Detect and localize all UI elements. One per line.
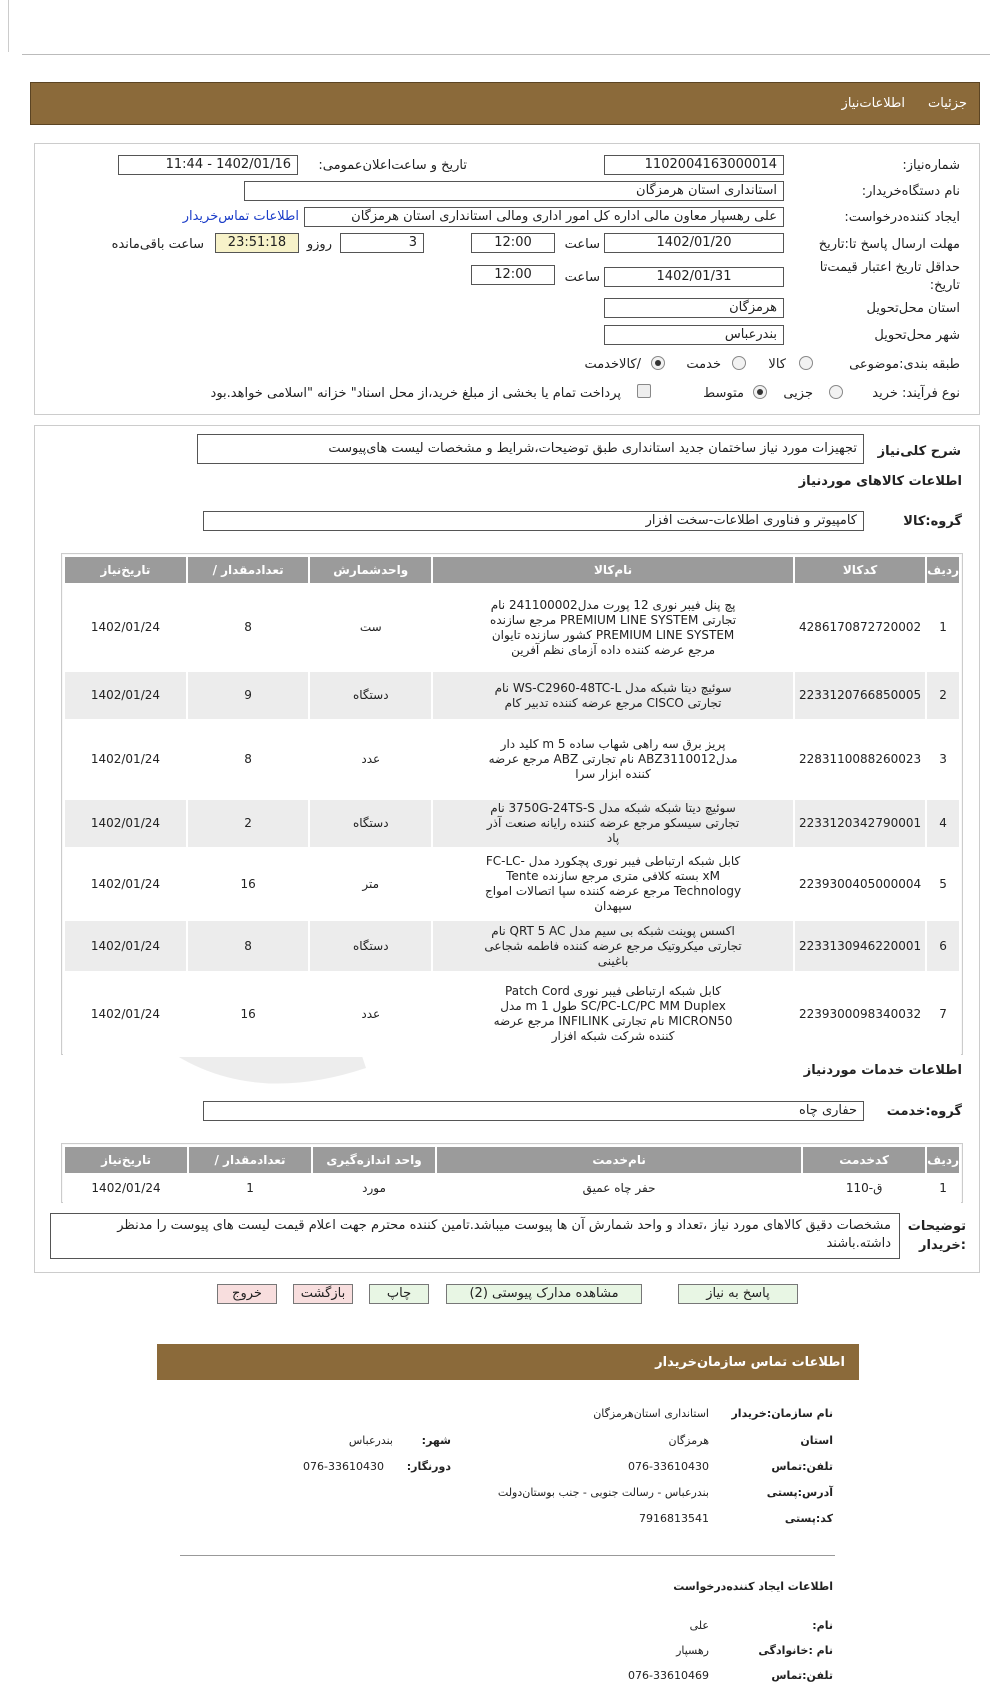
top-divider [22, 54, 990, 55]
row-number: 1 [926, 1174, 960, 1202]
reply-time-field: 12:00 [471, 233, 555, 253]
contact-fax-value: 076-33610430 [303, 1460, 384, 1473]
attachments-button[interactable]: مشاهده مدارک پیوستی (2) [446, 1284, 642, 1304]
goods-code: 2283110088260023 [794, 720, 926, 799]
service-date: 1402/01/24 [64, 1174, 188, 1202]
contact-org-label: نام سازمان:خریدار [731, 1407, 833, 1420]
goods-qty: 8 [187, 720, 309, 799]
contact-phone-value: 076-33610430 [628, 1460, 709, 1473]
summary-label: شرح کلی‌نیاز [877, 444, 961, 459]
goods-group-label: گروه:کالا [903, 514, 962, 529]
row-number: 6 [926, 920, 960, 972]
creator-phone-value: 076-33610469 [628, 1669, 709, 1682]
reply-hour-label: ساعت [564, 237, 600, 252]
goods-unit: ست [309, 584, 432, 671]
svc-col-qty-header: تعدادمقدار / [188, 1146, 312, 1174]
creator-info-title: اطلاعات ایجاد کننده‌درخواست [673, 1580, 833, 1593]
goods-unit: عدد [309, 972, 432, 1056]
table-row [64, 671, 960, 720]
service-name: حفر چاه عمیق [436, 1174, 802, 1202]
goods-code: 4286170872720002 [794, 584, 926, 671]
category-goods-text: کالا [768, 357, 786, 372]
header-bar [30, 82, 980, 125]
row-number: 4 [926, 799, 960, 848]
contact-address-value: بندرعباس - رسالت جنوبی - جنب بوستان‌دولت [497, 1486, 709, 1499]
goods-unit: متر [309, 848, 432, 920]
table-row [64, 848, 960, 920]
need-number-label: شماره‌نیاز: [902, 158, 960, 173]
goods-name: اکسس پوینت شبکه بی سیم مدل QRT 5 AC نام تجارتی میکروتیک مرجع عرضه کننده فاطمه شجاعی باغینی [432, 920, 794, 972]
creator-phone-label: تلفن:تماس [771, 1669, 833, 1682]
table-row [64, 584, 960, 671]
service-group-field: حفاری چاه [203, 1101, 864, 1121]
row-number: 7 [926, 972, 960, 1056]
goods-date: 1402/01/24 [64, 799, 187, 848]
goods-date: 1402/01/24 [64, 720, 187, 799]
process-label: نوع فرآیند: خرید [872, 386, 960, 401]
service-group-label: گروه:خدمت [886, 1104, 962, 1119]
svc-col-date-header: تاریخ‌نیاز [64, 1146, 188, 1174]
remaining-label: ساعت باقی‌مانده [111, 237, 204, 252]
contact-province-value: هرمزگان [668, 1434, 709, 1447]
table-row [64, 920, 960, 972]
goods-unit: دستگاه [309, 920, 432, 972]
category-label: طبقه بندی:موضوعی [849, 357, 960, 372]
goods-name: کابل شبکه ارتباطی فیبر نوری Patch Cord SC/PC-LC/PC MM Duplex طول 1 m مدل MICRON50 نام تجارتی INFILINK مرجع عرضه کننده شرکت شبکه افزار [432, 972, 794, 1056]
creator-family-value: رهسپار [676, 1644, 709, 1657]
treasury-payment-checkbox[interactable] [637, 384, 651, 398]
contact-city-value: بندرعباس [348, 1434, 393, 1447]
goods-code: 2233120342790001 [794, 799, 926, 848]
announce-label: تاریخ و ساعت‌اعلان‌عمومی: [318, 158, 467, 173]
buyer-notes-label-2: :خریدار [919, 1238, 966, 1253]
validity-hour-label: ساعت [564, 270, 600, 285]
category-goods-service-text: /کالاخدمت [584, 357, 641, 372]
goods-name: سوئیچ دیتا شبکه شبکه مدل 3750G-24TS-S نام تجارتی سیسکو مرجع عرضه کننده رایانه صنعت آذر پاد [432, 799, 794, 848]
validity-label-2: تاریخ: [929, 278, 960, 293]
creator-label: ایجاد کننده‌درخواست: [844, 210, 960, 225]
validity-label: حداقل تاریخ اعتبار قیمت‌تا [819, 260, 960, 275]
col-code-header: کدکالا [794, 556, 926, 584]
exit-button[interactable]: خروج [217, 1284, 277, 1304]
services-info-title: اطلاعات خدمات موردنیاز [803, 1063, 962, 1078]
process-partial-radio[interactable] [829, 385, 843, 399]
service-qty: 1 [188, 1174, 312, 1202]
table-row [64, 972, 960, 1056]
col-name-header: نام‌کالا [432, 556, 794, 584]
services-table-header-row [64, 1146, 960, 1174]
reply-deadline-label: مهلت ارسال ‌پاسخ تا‌:تاریخ [818, 237, 960, 252]
col-qty-header: تعدادمقدار / [187, 556, 309, 584]
contact-divider [180, 1555, 835, 1556]
svc-col-row-header: ردیف [926, 1146, 960, 1174]
contact-province-label: استان [800, 1434, 833, 1447]
treasury-payment-text: پرداخت تمام یا بخشی از مبلغ خرید،از محل اسناد" خزانه "اسلامی خواهد.بود [210, 386, 621, 401]
buyer-contact-link[interactable]: اطلاعات تماس‌خریدار [182, 209, 299, 224]
contact-header-bar [157, 1344, 859, 1380]
table-row [64, 799, 960, 848]
category-service-radio[interactable] [732, 356, 746, 370]
creator-name-label: نام: [812, 1619, 833, 1632]
table-row [64, 720, 960, 799]
row-number: 5 [926, 848, 960, 920]
back-button[interactable]: بازگشت [293, 1284, 353, 1304]
category-service-text: خدمت [686, 357, 721, 372]
creator-family-label: نام :خانوادگی [758, 1644, 833, 1657]
goods-date: 1402/01/24 [64, 584, 187, 671]
col-row-header: ردیف [926, 556, 960, 584]
goods-date: 1402/01/24 [64, 671, 187, 720]
svc-col-unit-header: واحد اندازه‌گیری [312, 1146, 436, 1174]
row-number: 2 [926, 671, 960, 720]
col-date-header: تاریخ‌نیاز [64, 556, 187, 584]
goods-code: 2233130946220001 [794, 920, 926, 972]
goods-name: کابل شبکه ارتباطی فیبر نوری پچکورد مدل FC-LC-xM بسته کلافی متری مرجع سازنده Tente Technology مرجع عرضه کننده سپا اتصالات امواج سپهدان [432, 848, 794, 920]
buyer-notes-label: توضیحات [907, 1219, 966, 1234]
contact-postal-value: 7916813541 [639, 1512, 709, 1525]
goods-qty: 16 [187, 848, 309, 920]
contact-org-value: استانداری استان‌هرمزگان [593, 1407, 709, 1420]
table-row [64, 1174, 960, 1202]
category-goods-radio[interactable] [799, 356, 813, 370]
contact-address-label: آدرس:پستی [766, 1486, 833, 1499]
creator-field: علی رهسپار معاون مالی اداره کل امور اداری ومالی استانداری استان هرمزگان [304, 207, 784, 227]
goods-qty: 8 [187, 584, 309, 671]
service-code: ق-110 [802, 1174, 926, 1202]
goods-date: 1402/01/24 [64, 920, 187, 972]
buyer-notes-field: مشخصات دقیق کالاهای مورد نیاز ،تعداد و واحد شمارش آن ها پیوست میباشد.تامین کننده محترم جهت اعلام قیمت لیست های پیوست را مدنظر داشته.باشند [50, 1213, 900, 1259]
goods-unit: دستگاه [309, 671, 432, 720]
goods-info-title: اطلاعات کالاهای موردنیاز [798, 474, 962, 489]
goods-group-field: کامپیوتر و فناوری اطلاعات-سخت افزار [203, 511, 864, 531]
goods-date: 1402/01/24 [64, 972, 187, 1056]
days-label: روزو [306, 237, 332, 252]
summary-field: تجهیزات مورد نیاز ساختمان جدید استانداری طبق توضیحات،شرایط و مشخصات لیست های‌پیوست [197, 434, 864, 464]
city-label: شهر محل‌تحویل [874, 328, 960, 343]
buyer-org-label: نام دستگاه‌خریدار: [861, 184, 960, 199]
reply-date-field: 1402/01/20 [604, 233, 784, 253]
process-medium-text: متوسط [703, 386, 744, 401]
province-label: استان محل‌تحویل [866, 301, 960, 316]
col-unit-header: واحدشمارش [309, 556, 432, 584]
contact-title: اطلاعات تماس سازمان‌خریدار [655, 1355, 845, 1370]
goods-table-header-row [64, 556, 960, 584]
row-number: 1 [926, 584, 960, 671]
countdown-timer: 23:51:18 [215, 233, 299, 253]
goods-name: سوئیچ دیتا شبکه مدل WS-C2960-48TC-L نام تجارتی CISCO مرجع عرضه کننده تدبیر کام [432, 671, 794, 720]
contact-postal-label: کد:پستی [784, 1512, 833, 1525]
goods-code: 2239300405000004 [794, 848, 926, 920]
goods-qty: 8 [187, 920, 309, 972]
goods-date: 1402/01/24 [64, 848, 187, 920]
service-unit: مورد [312, 1174, 436, 1202]
row-number: 3 [926, 720, 960, 799]
city-field: بندرعباس [604, 325, 784, 345]
goods-unit: دستگاه [309, 799, 432, 848]
creator-name-value: علی [689, 1619, 709, 1632]
goods-qty: 9 [187, 671, 309, 720]
need-number-field: 1102004163000014 [604, 155, 784, 175]
tab-need-info[interactable]: اطلاعات‌نیاز [841, 96, 905, 111]
validity-date-field: 1402/01/31 [604, 267, 784, 287]
validity-time-field: 12:00 [471, 265, 555, 285]
category-goods-service-radio[interactable] [651, 356, 665, 370]
goods-unit: عدد [309, 720, 432, 799]
process-partial-text: جزیی [783, 386, 813, 401]
goods-name: پچ پنل فیبر نوری 12 پورت مدل241100002 نام تجارتی PREMIUM LINE SYSTEM مرجع سازنده PREMIUM LINE SYSTEM کشور سازنده تایوان مرجع عرضه کننده داده آزمای نظم آفرین [432, 584, 794, 671]
services-table [63, 1145, 961, 1203]
page-edge-line [8, 0, 9, 52]
buyer-org-field: استانداری استان هرمزگان [244, 181, 784, 201]
goods-name: پریز برق سه راهی شهاب ساده 5 m کلید دار مدلABZ3110012 نام تجارتی ABZ مرجع عرضه کننده ابزار سرا [432, 720, 794, 799]
contact-city-label: شهر: [421, 1434, 451, 1447]
goods-code: 2233120766850005 [794, 671, 926, 720]
tab-details[interactable]: جزئیات [928, 96, 967, 111]
contact-fax-label: دورنگار: [406, 1460, 451, 1473]
goods-table [63, 555, 961, 1057]
reply-button[interactable]: پاسخ به نیاز [678, 1284, 798, 1304]
days-field: 3 [340, 233, 424, 253]
svc-col-name-header: نام‌خدمت [436, 1146, 802, 1174]
goods-qty: 16 [187, 972, 309, 1056]
svc-col-code-header: کدخدمت [802, 1146, 926, 1174]
goods-code: 2239300098340032 [794, 972, 926, 1056]
process-medium-radio[interactable] [753, 385, 767, 399]
contact-phone-label: تلفن:تماس [771, 1460, 833, 1473]
province-field: هرمزگان [604, 298, 784, 318]
print-button[interactable]: چاپ [369, 1284, 429, 1304]
announce-datetime-field: 1402/01/16 - 11:44 [118, 155, 298, 175]
goods-qty: 2 [187, 799, 309, 848]
